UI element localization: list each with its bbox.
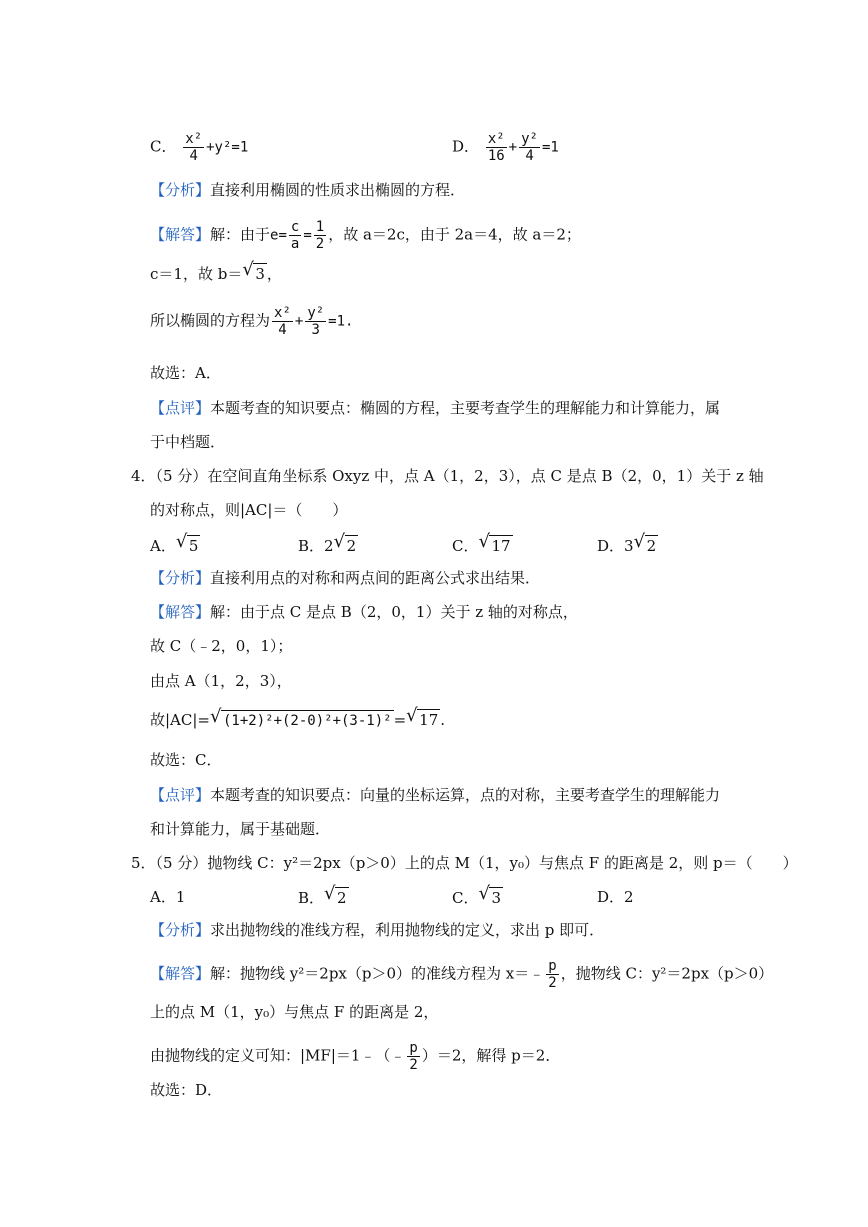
q4-comment: 【点评】本题考查的知识要点：向量的坐标运算，点的对称，主要考查学生的理解能力 [150,786,721,804]
q4-stem: 4．（5 分）在空间直角坐标系 Oxyz 中，点 A（1，2，3），点 C 是点 B（2，0，1）关于 z 轴 [131,467,764,485]
q3-choose: 故选：A． [150,364,221,382]
q5-answer-line2: 上的点 M（1，y₀）与焦点 F 的距离是 2， [150,1003,439,1021]
q4-option-d: D．3 √ 2 [597,535,658,556]
q5-option-a: A．1 [150,888,186,906]
q3-comment: 【点评】本题考查的知识要点：椭圆的方程，主要考查学生的理解能力和计算能力，属 [150,399,721,417]
q3-option-c: C． $\frac{\text{x²}}{4}$ +y²=1 [150,131,249,164]
q5-option-d: D．2 [597,888,634,906]
q3-option-d: D． $\frac{\text{x²}}{16}$ + $\frac{\text{y²}}{4}$ =1 [452,131,559,164]
q4-option-b: B．2 √ 2 [298,535,358,556]
q3-answer-line3: 所以椭圆的方程为 $\frac{\text{x²}}{4}$ + $\frac{\text{y²}}{3}$ =1. [150,305,354,338]
q3-answer: 【解答】解：由于e= $\frac{c}{a}$ = $\frac{1}{2}$ ，故 a＝2c，由于 2a＝4，故 a＝2； [150,219,581,252]
q4-stem-line2: 的对称点，则|AC|＝（ ） [150,501,348,519]
q4-answer-line3: 由点 A（1，2，3）， [150,672,292,690]
q5-answer-line3: 由抛物线的定义可知：|MF|＝1﹣（﹣ $\frac{p}{2}$ ）＝2，解得 p＝2． [150,1040,561,1073]
q4-comment-line2: 和计算能力，属于基础题． [150,820,331,838]
q3-analysis: 【分析】直接利用椭圆的性质求出椭圆的方程． [150,181,466,199]
q3-answer-line2: c＝1，故 b＝ √ 3 ， [150,263,282,284]
q4-answer-line2: 故 C（﹣2，0，1）； [150,637,293,655]
q5-choose: 故选：D． [150,1081,223,1099]
q5-option-c: C． √ 3 [452,887,503,908]
q5-stem: 5．（5 分）抛物线 C：y²＝2px（p＞0）上的点 M（1，y₀）与焦点 F 的距离是 2，则 p＝（ ） [131,854,798,872]
q3-comment-line2: 于中档题． [150,433,226,451]
q4-option-c: C． √ 17 [452,535,513,556]
q4-answer-line4: 故|AC|= √ (1+2)²+(2-0)²+(3-1)² = √ 17 . [150,709,445,731]
q4-option-a: A． √ 5 [150,535,200,556]
q5-analysis: 【分析】求出抛物线的准线方程，利用抛物线的定义，求出 p 即可． [150,921,605,939]
q4-choose: 故选：C． [150,751,222,769]
q5-answer: 【解答】解：抛物线 y²＝2px（p＞0）的准线方程为 x＝﹣ $\frac{p}{2}$ ，抛物线 C：y²＝2px（p＞0） [150,958,774,991]
q5-option-b: B． √ 2 [298,887,349,908]
q4-answer: 【解答】解：由于点 C 是点 B（2，0，1）关于 z 轴的对称点， [150,603,578,621]
q4-analysis: 【分析】直接利用点的对称和两点间的距离公式求出结果． [150,569,541,587]
